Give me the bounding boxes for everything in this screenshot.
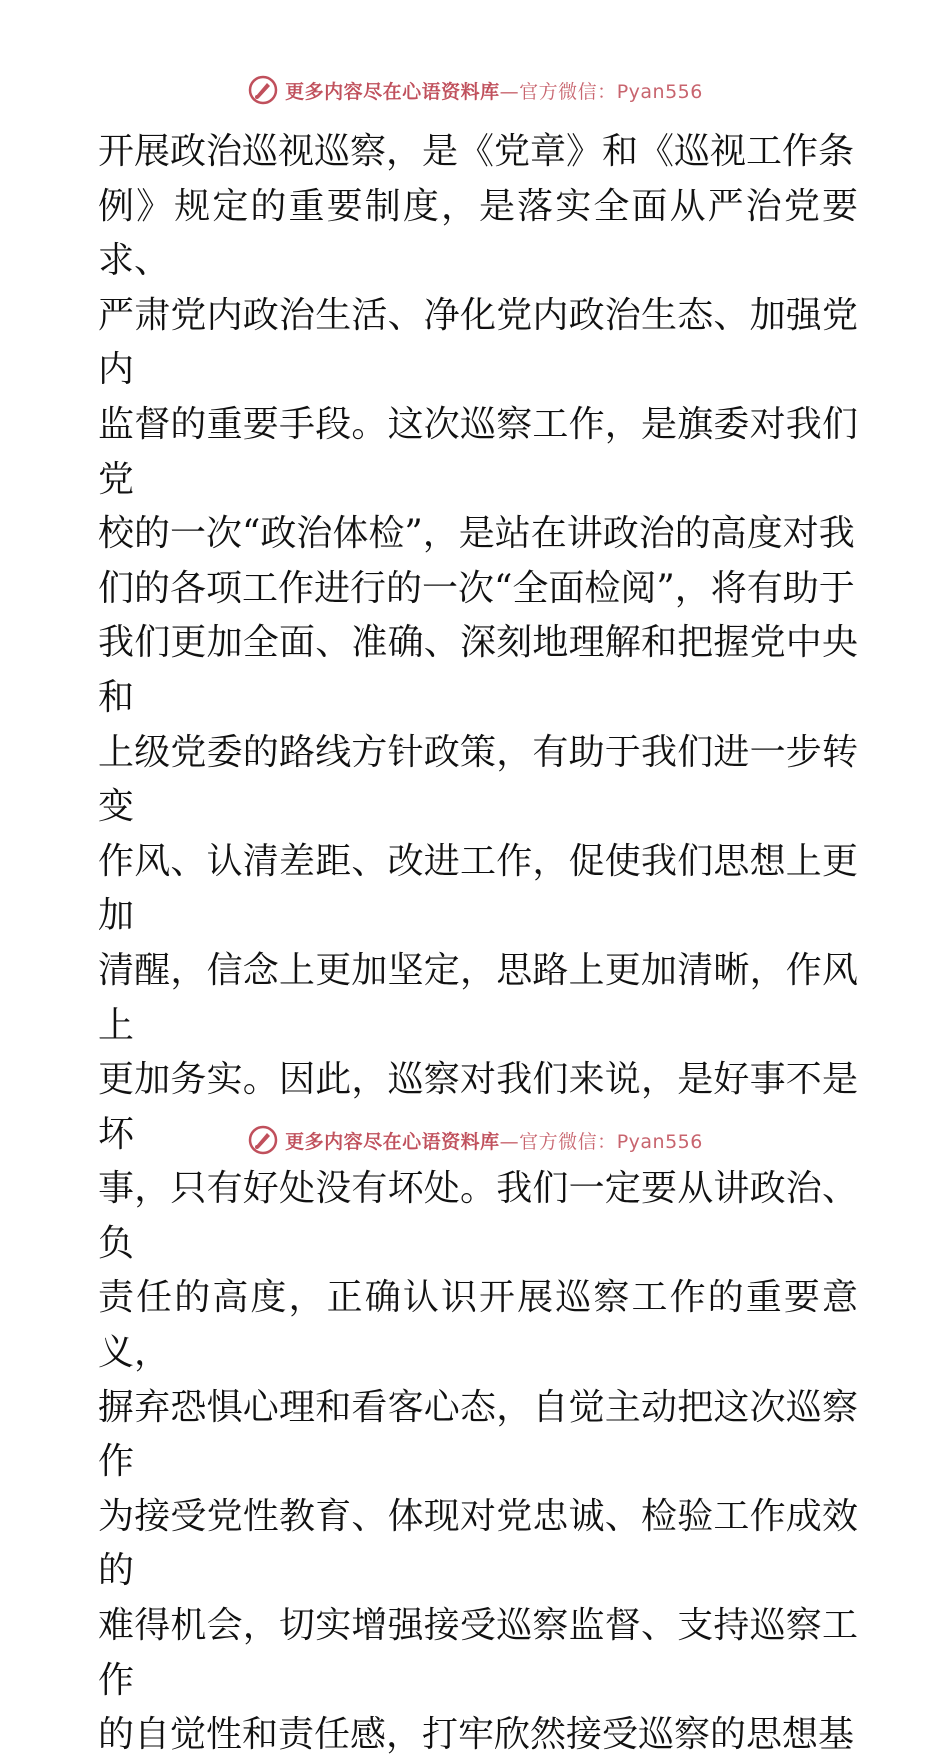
watermark-id: Pyan556 <box>616 80 703 103</box>
body-line: 我们更加全面、准确、深刻地理解和把握党中央和 <box>98 622 858 718</box>
body-line: 为接受党性教育、体现对党忠诚、检验工作成效的 <box>98 1495 858 1592</box>
footer-watermark <box>0 1123 950 1157</box>
body-line: 的自觉性和责任感，打牢欣然接受巡察的思想基 <box>98 1714 855 1756</box>
watermark-separator: —官方微信： <box>499 1130 617 1153</box>
body-line: 事，只有好处没有坏处。我们一定要从讲政治、负 <box>98 1168 858 1264</box>
watermark-text <box>285 77 703 104</box>
body-line: 们的各项工作进行的一次“全面检阅”，将有助于 <box>98 567 855 609</box>
document-body <box>98 125 858 1763</box>
body-line: 例》规定的重要制度，是落实全面从严治党要求、 <box>98 185 858 282</box>
body-line: 清醒，信念上更加坚定，思路上更加清晰，作风上 <box>98 949 858 1046</box>
body-line: 校的一次“政治体检”，是站在讲政治的高度对我 <box>98 513 855 555</box>
body-line: 开展政治巡视巡察，是《党章》和《巡视工作条 <box>98 131 855 172</box>
body-line: 上级党委的路线方针政策，有助于我们进一步转变 <box>98 731 858 828</box>
header-watermark <box>0 73 950 107</box>
body-line: 摒弃恐惧心理和看客心态，自觉主动把这次巡察作 <box>98 1386 858 1483</box>
body-line: 作风、认清差距、改进工作，促使我们思想上更加 <box>98 840 858 937</box>
body-line: 更加务实。因此，巡察对我们来说，是好事不是坏 <box>98 1059 858 1155</box>
ink-pen-logo-icon <box>247 1124 279 1156</box>
watermark-text <box>285 1127 703 1154</box>
watermark-main: 更多内容尽在心语资料库 <box>285 80 500 103</box>
body-line: 监督的重要手段。这次巡察工作，是旗委对我们党 <box>98 403 858 500</box>
body-line: 责任的高度，正确认识开展巡察工作的重要意义， <box>98 1277 858 1374</box>
watermark-separator: —官方微信： <box>499 80 617 103</box>
body-line: 难得机会，切实增强接受巡察监督、支持巡察工作 <box>98 1605 858 1701</box>
watermark-main: 更多内容尽在心语资料库 <box>285 1130 500 1153</box>
body-line: 严肃党内政治生活、净化党内政治生态、加强党内 <box>98 294 858 391</box>
ink-pen-logo-icon <box>247 74 279 106</box>
watermark-id: Pyan556 <box>616 1130 703 1153</box>
